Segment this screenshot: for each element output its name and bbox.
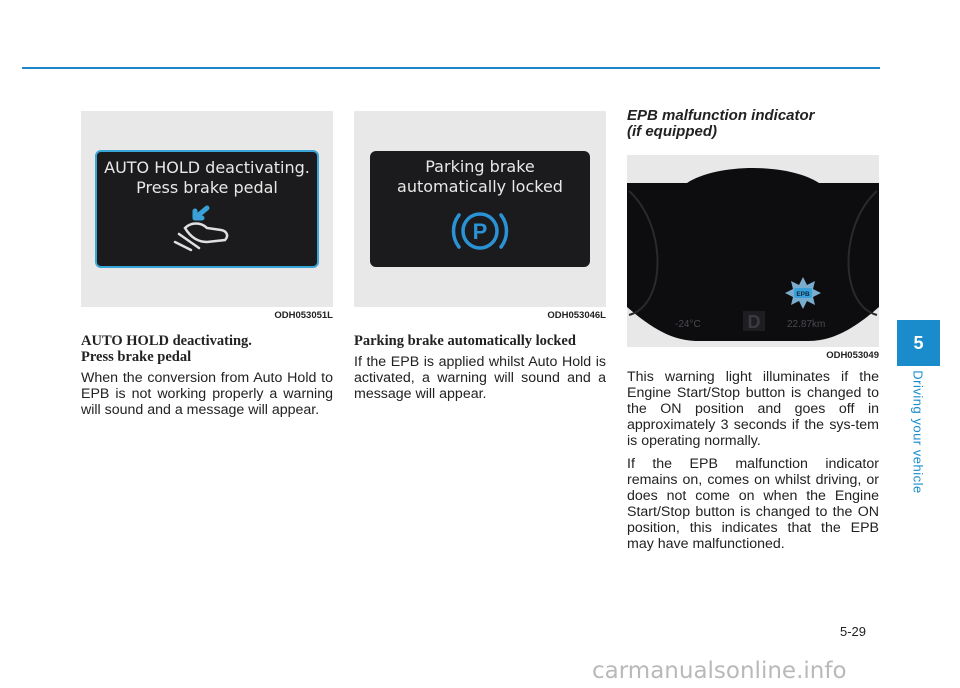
figure-code: ODH053051L bbox=[274, 310, 333, 321]
section-heading: Parking brake automatically locked bbox=[354, 333, 576, 349]
page-number: 5-29 bbox=[840, 624, 867, 639]
instrument-cluster-figure bbox=[627, 155, 879, 361]
chapter-label: Driving your vehicle bbox=[910, 370, 926, 494]
body-paragraph-1: This warning light illuminates if the Engine Start/Stop button is changed to the ON position and goes off in approximately 3 seconds if the sys-tem is operating normally. bbox=[627, 369, 879, 449]
body-paragraph: When the conversion from Auto Hold to EPB is not working properly a warning will sound and a message will appear. bbox=[81, 370, 333, 418]
body-paragraph-2: If the EPB malfunction indicator remains on, comes on whilst driving, or does not come on when the Engine Start/Stop button is changed to the ON position, this indicates that the EPB may have malfunctioned. bbox=[627, 456, 879, 552]
parking-brake-message-line-1: Parking brake bbox=[425, 157, 535, 176]
auto-hold-display bbox=[95, 150, 319, 268]
instrument-cluster bbox=[627, 155, 879, 347]
gear-indicator: D bbox=[747, 312, 761, 332]
title-line-1: EPB malfunction indicator bbox=[627, 107, 815, 124]
parking-brake-message-line-2: automatically locked bbox=[397, 177, 563, 196]
heading-line-2: Press brake pedal bbox=[81, 349, 192, 365]
figure-code: ODH053046L bbox=[547, 310, 606, 321]
brake-pedal-icon bbox=[97, 152, 317, 266]
body-paragraph: If the EPB is applied whilst Auto Hold is activated, a warning will sound and a message will appear. bbox=[354, 354, 606, 402]
parking-brake-display bbox=[370, 151, 590, 267]
parking-brake-glyph: P bbox=[472, 219, 488, 244]
epb-warning-icon: EPB bbox=[796, 291, 810, 298]
watermark: carmanualsonline.info bbox=[592, 658, 847, 684]
odometer-readout: 22.87km bbox=[787, 319, 826, 330]
temperature-readout: -24°C bbox=[675, 319, 701, 330]
section-parking-brake bbox=[354, 111, 606, 402]
section-epb-indicator bbox=[627, 108, 879, 552]
auto-hold-message-line-2: Press brake pedal bbox=[136, 178, 278, 197]
parking-brake-icon bbox=[370, 151, 590, 267]
figure-parking-brake bbox=[354, 111, 606, 321]
figure-code: ODH053049 bbox=[826, 350, 879, 361]
title-line-2: (if equipped) bbox=[627, 123, 717, 140]
heading-line-1: AUTO HOLD deactivating. bbox=[81, 333, 252, 349]
figure-auto-hold bbox=[81, 111, 333, 321]
chapter-number-tab: 5 bbox=[897, 320, 940, 366]
section-title bbox=[627, 108, 879, 140]
auto-hold-message-line-1: AUTO HOLD deactivating. bbox=[104, 158, 310, 177]
top-rule bbox=[22, 67, 880, 69]
section-heading bbox=[81, 333, 333, 365]
section-auto-hold bbox=[81, 111, 333, 418]
